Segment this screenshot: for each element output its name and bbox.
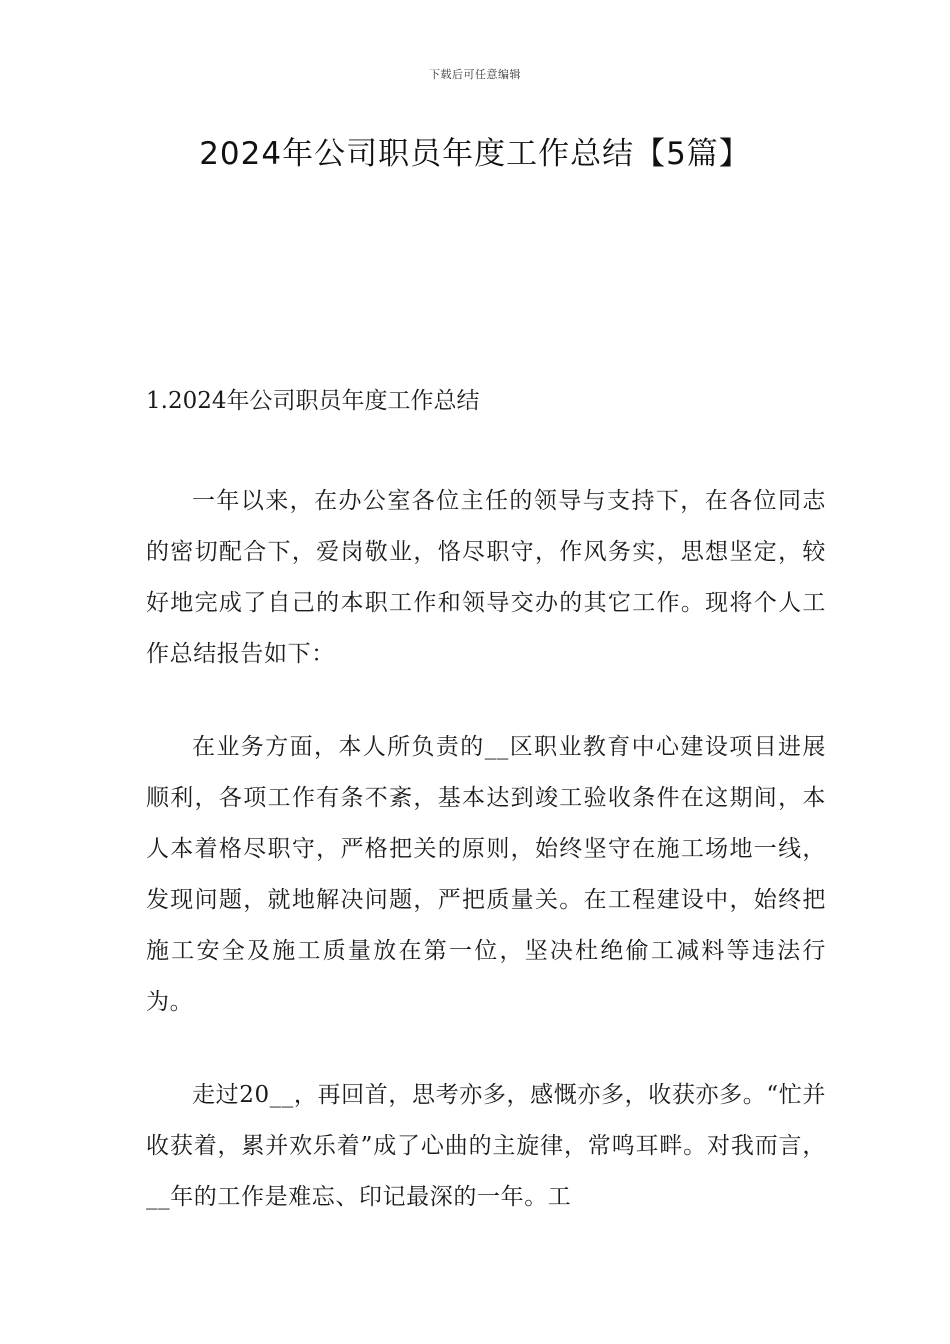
document-title: 2024年公司职员年度工作总结【5篇】 — [199, 136, 751, 172]
section-heading: 1.2024年公司职员年度工作总结 — [146, 388, 480, 414]
paragraph-3: 走过20__，再回首，思考亦多，感慨亦多，收获亦多。“忙并收获着，累并欢乐着”成了心曲的主旋律，常鸣耳畔。对我而言，__年的工作是难忘、印记最深的一年。工 — [146, 1082, 826, 1210]
paragraph-2: 在业务方面，本人所负责的__区职业教育中心建设项目进展顺利，各项工作有条不紊，基本达到竣工验收条件在这期间，本人本着格尽职守，严格把关的原则，始终坚守在施工场地一线，发现问题，就地解决问题，严把质量关。在工程建设中，始终把施工安全及施工质量放在第一位，坚决杜绝偷工减料等违法行为。 — [146, 734, 826, 1015]
header-note: 下载后可任意编辑 — [429, 68, 521, 81]
paragraph-1: 一年以来，在办公室各位主任的领导与支持下，在各位同志的密切配合下，爱岗敬业，恪尽职守，作风务实，思想坚定，较好地完成了自己的本职工作和领导交办的其它工作。现将个人工作总结报告如下： — [146, 488, 826, 667]
